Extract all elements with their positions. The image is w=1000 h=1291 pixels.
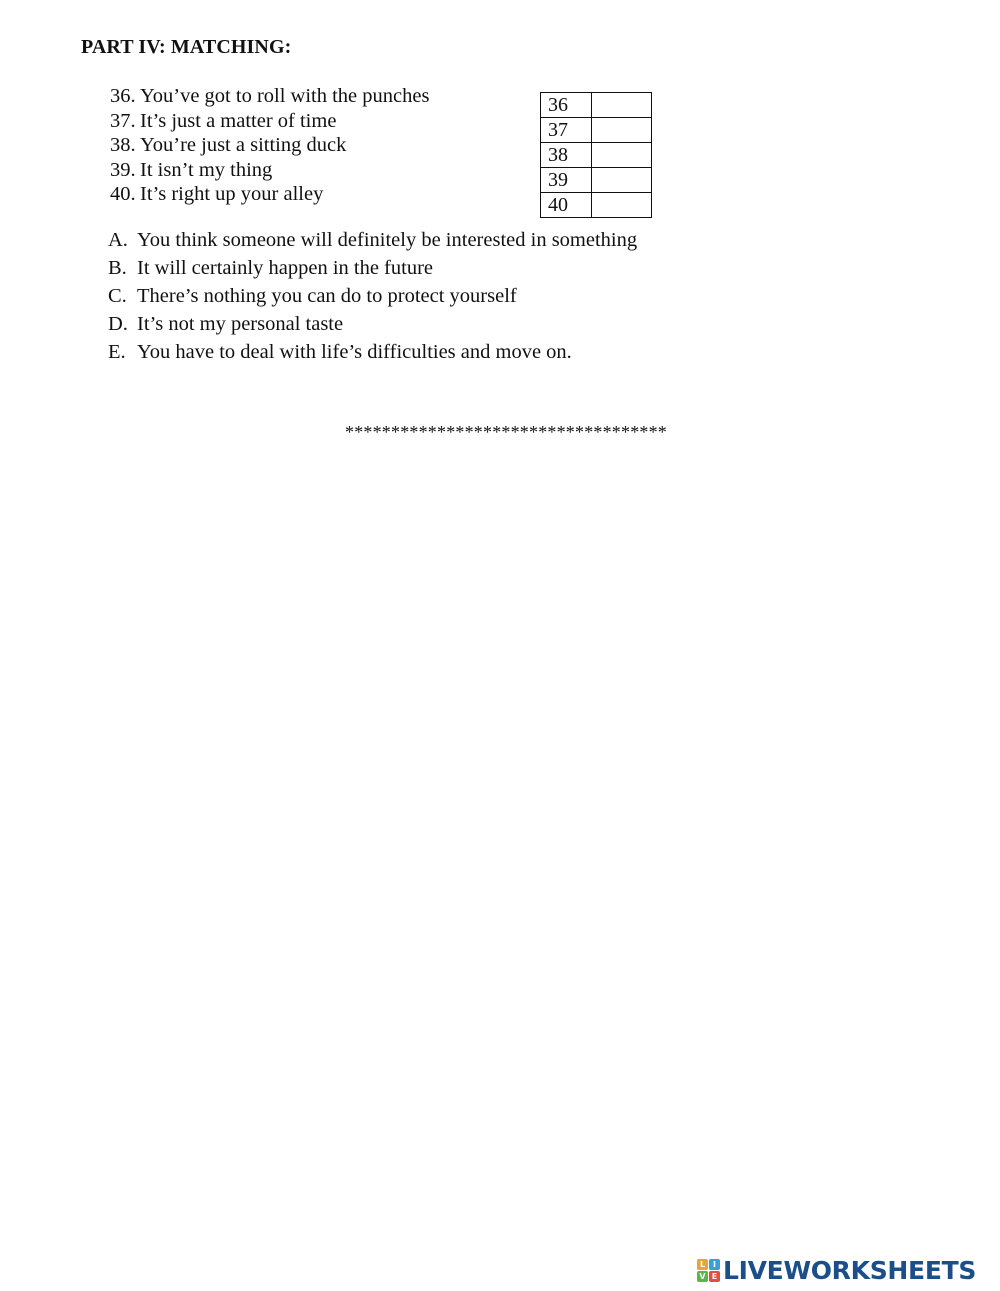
idiom-text: You’ve got to roll with the punches [140,85,430,107]
answer-row [541,143,652,168]
idiom-number: 36. [110,85,136,107]
idiom-number: 38. [110,134,136,156]
logo-mark-tile: E [709,1271,720,1282]
section-heading: PART IV: MATCHING: [81,36,292,58]
answer-label: 36 [541,93,592,118]
idiom-text: It isn’t my thing [140,158,273,181]
idiom-text: It’s just a matter of time [140,109,337,132]
idiom-text: It’s right up your alley [140,183,324,205]
idiom-item [110,84,429,109]
answer-label: 39 [541,168,592,193]
meaning-item [108,338,637,366]
answer-blank[interactable] [592,143,652,168]
liveworksheets-logo [697,1254,976,1286]
meaning-text: It will certainly happen in the future [137,257,434,279]
meaning-letter: E. [108,341,126,363]
meaning-list [108,226,637,366]
idiom-number: 37. [110,109,136,132]
meaning-item [108,254,637,282]
idiom-item [110,182,429,207]
answer-label: 38 [541,143,592,168]
section-divider: *********************************** [345,422,667,442]
meaning-letter: B. [108,257,127,279]
idiom-item [110,158,429,183]
idiom-text: You’re just a sitting duck [140,134,347,156]
meaning-letter: A. [108,229,128,251]
meaning-letter: C. [108,285,127,307]
logo-mark-icon [697,1259,720,1282]
meaning-text: You have to deal with life’s difficulties and move on. [137,341,572,363]
meaning-letter: D. [108,313,128,335]
meaning-text: You think someone will definitely be interested in something [137,229,638,251]
answer-label: 37 [541,118,592,143]
answer-blank[interactable] [592,168,652,193]
meaning-item [108,310,637,338]
logo-mark-tile: V [697,1271,708,1282]
logo-mark-tile: L [697,1259,708,1270]
answer-label: 40 [541,193,592,218]
meaning-item [108,226,637,254]
answer-table [540,92,652,218]
idiom-list [110,84,429,207]
answer-row [541,193,652,218]
answer-row [541,93,652,118]
idiom-item [110,133,429,158]
answer-blank[interactable] [592,193,652,218]
meaning-text: It’s not my personal taste [137,313,344,335]
meaning-item [108,282,637,310]
answer-blank[interactable] [592,93,652,118]
logo-text: LIVEWORKSHEETS [723,1255,977,1285]
idiom-item [110,109,429,134]
answer-blank[interactable] [592,118,652,143]
meaning-text: There’s nothing you can do to protect yourself [137,285,517,307]
idiom-number: 40. [110,183,136,205]
answer-row [541,168,652,193]
idiom-number: 39. [110,158,136,181]
answer-row [541,118,652,143]
logo-mark-tile: I [709,1259,720,1270]
